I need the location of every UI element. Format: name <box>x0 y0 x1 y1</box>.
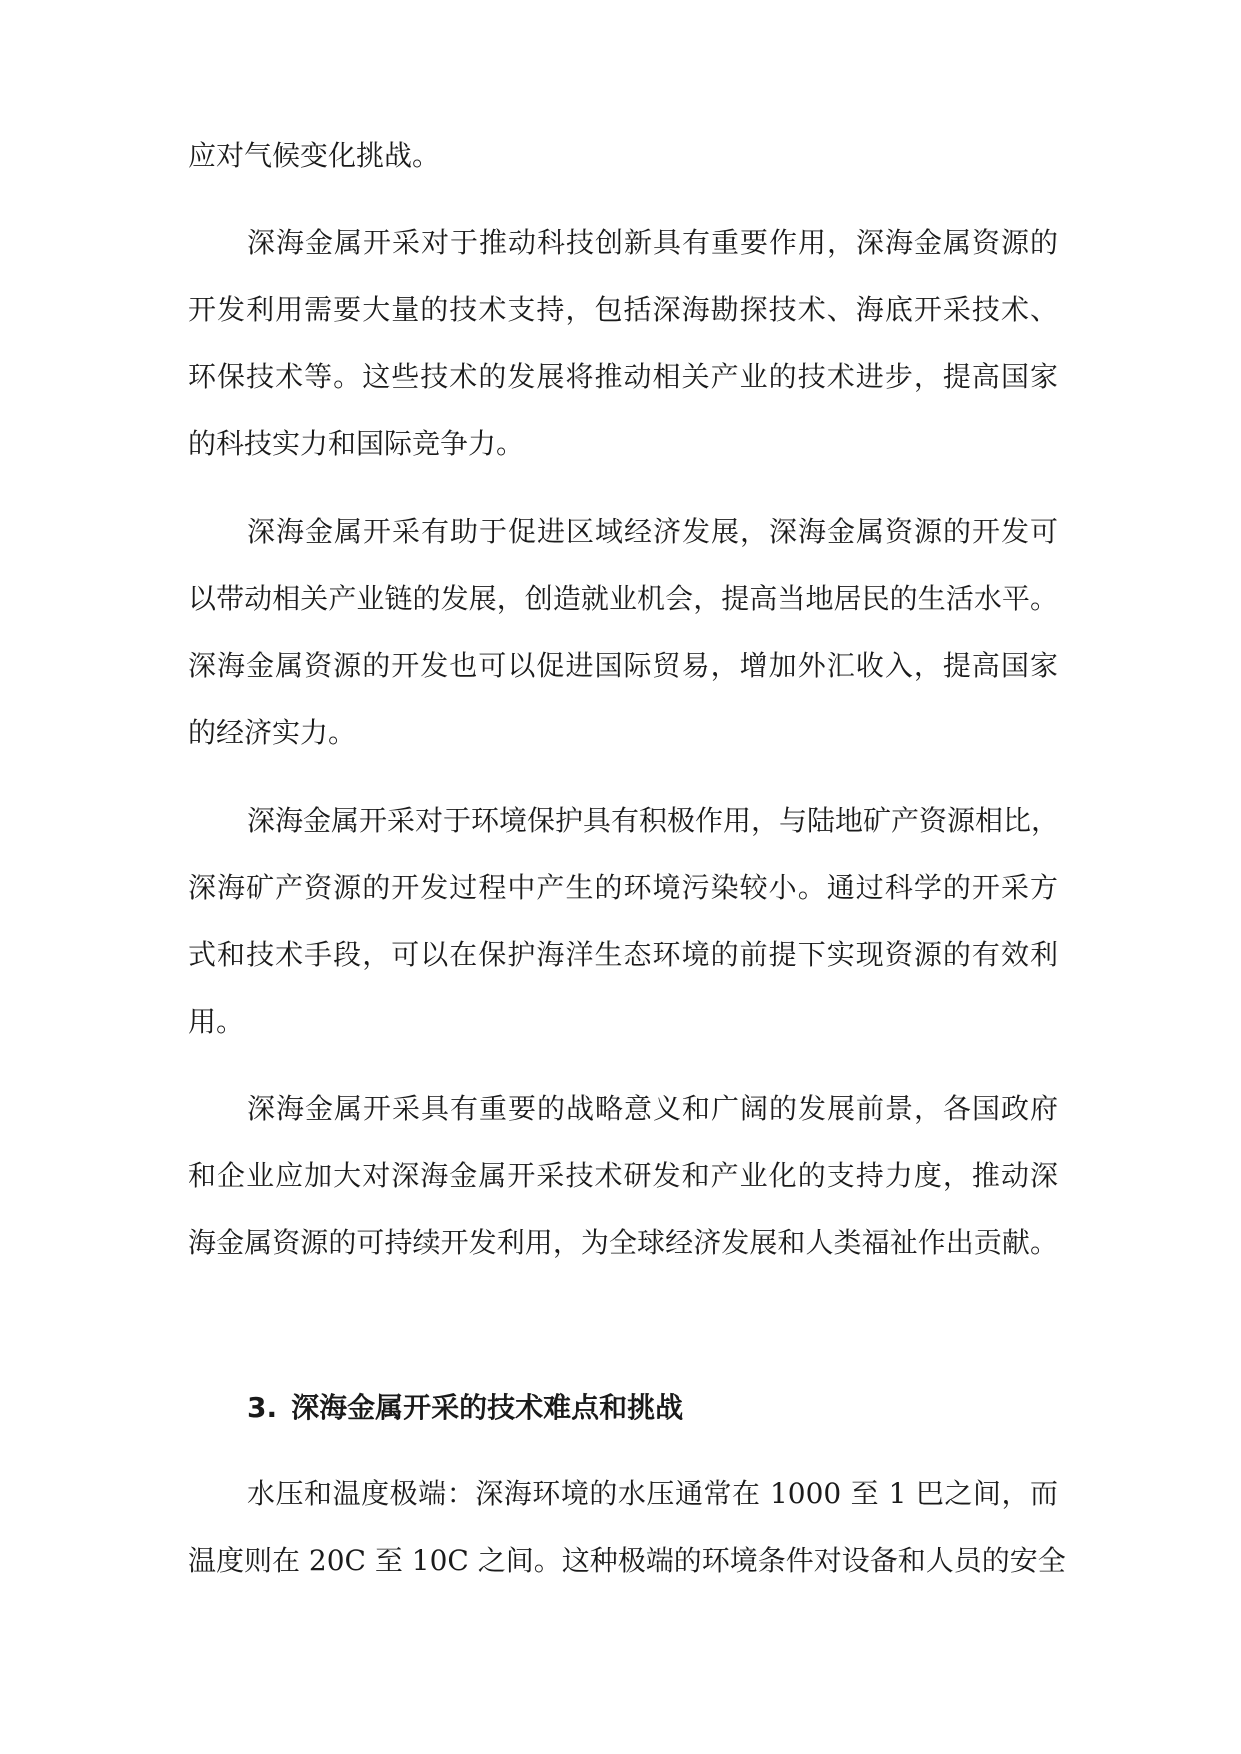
paragraph-line: 用。 <box>188 1005 245 1038</box>
paragraph-line: 深海矿产资源的开发过程中产生的环境污染较小。通过科学的开采方 <box>188 871 1058 904</box>
paragraph-line: 深海金属开采具有重要的战略意义和广阔的发展前景，各国政府 <box>247 1092 1058 1125</box>
paragraph-line: 式和技术手段，可以在保护海洋生态环境的前提下实现资源的有效利 <box>188 938 1058 971</box>
paragraph-line: 和企业应加大对深海金属开采技术研发和产业化的支持力度，推动深 <box>188 1159 1058 1192</box>
section-heading <box>247 1388 683 1428</box>
paragraph-line: 深海金属开采对于环境保护具有积极作用，与陆地矿产资源相比， <box>247 804 1060 837</box>
paragraph-line: 的科技实力和国际竞争力。 <box>188 427 525 460</box>
paragraph-line: 水压和温度极端：深海环境的水压通常在 1000 至 1 巴之间，而 <box>247 1477 1058 1510</box>
paragraph-line: 深海金属开采对于推动科技创新具有重要作用，深海金属资源的 <box>247 226 1058 259</box>
paragraph-line: 应对气候变化挑战。 <box>188 139 441 172</box>
paragraph-line: 以带动相关产业链的发展，创造就业机会，提高当地居民的生活水平。 <box>188 582 1058 615</box>
paragraph-line: 海金属资源的可持续开发利用，为全球经济发展和人类福祉作出贡献。 <box>188 1226 1058 1259</box>
section-title: 深海金属开采的技术难点和挑战 <box>291 1391 684 1424</box>
paragraph-line: 的经济实力。 <box>188 716 357 749</box>
paragraph-line: 开发利用需要大量的技术支持，包括深海勘探技术、海底开采技术、 <box>188 293 1058 326</box>
paragraph-line: 温度则在 20C 至 10C 之间。这种极端的环境条件对设备和人员的安全 <box>188 1544 1066 1577</box>
paragraph-line: 深海金属开采有助于促进区域经济发展，深海金属资源的开发可 <box>247 515 1058 548</box>
paragraph-line: 深海金属资源的开发也可以促进国际贸易，增加外汇收入，提高国家 <box>188 649 1058 682</box>
section-number: 3. <box>247 1391 278 1424</box>
paragraph-line: 环保技术等。这些技术的发展将推动相关产业的技术进步，提高国家 <box>188 360 1058 393</box>
